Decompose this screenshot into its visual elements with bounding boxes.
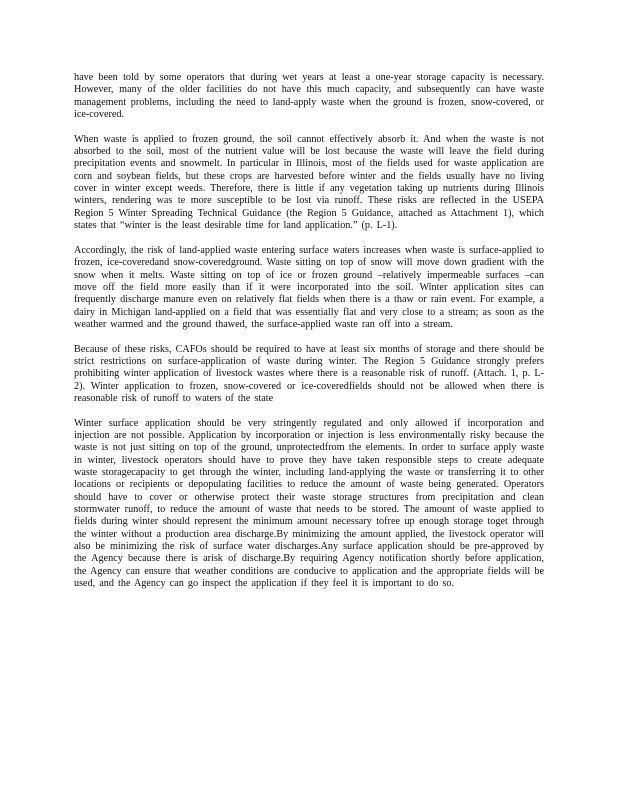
paragraph-runoff-risk: Accordingly, the risk of land-applied waste entering surface waters increases when waste is surface-applied to frozen, ice-coveredand snow-coveredground. Waste sitting on top of snow will move down gradient with the snow when it melts. Waste sitting on top of ice or frozen ground –relatively impermeable surfaces –can move off the field more easily than if it were incorporated into the soil. Winter application sites can frequently discharge manure even on relatively flat fields when there is a thaw or rain event. For example, a dairy in Michigan land-applied on a field that was essentially flat and very close to a stream; as soon as the weather warmed and the ground thawed, the surface-applied waste ran off into a stream. [74, 244, 544, 330]
paragraph-winter-application: Winter surface application should be very stringently regulated and only allowed if incorporation and injection are not possible. Application by incorporation or injection is less environmentally risky because the waste is not just sitting on top of the ground, unprotectedfrom the elements. In order to surface apply waste in winter, livestock operators should have to prove they have taken responsible steps to create adequate waste storagecapacity to get through the winter, including land-applying the waste or transferring it to other locations or recipients or depopulating facilities to reduce the amount of waste being generated. Operators should have to cover or otherwise protect their waste storage structures from precipitation and clean stormwater runoff, to reduce the amount of waste that needs to be stored. The amount of waste applied to fields during winter should represent the minimum amount necessary tofree up enough storage toget through the winter without a production area discharge.By minimizing the amount applied, the livestock operator will also be minimizing the risk of surface water discharges.Any surface application should be pre-approved by the Agency because there is arisk of discharge.By requiring Agency notification shortly before application, the Agency can ensure that weather conditions are conducive to application and the appropriate fields will be used, and the Agency can go inspect the application if they feel it is important to do so. [74, 417, 544, 590]
paragraph-frozen-ground: When waste is applied to frozen ground, the soil cannot effectively absorb it. And when the waste is not absorbed to the soil, most of the nutrient value will be lost because the waste will leave the field during precipitation events and snowmelt. In particular in Illinois, most of the fields used for waste application are corn and soybean fields, but these crops are harvested before winter and the fields usually have no living cover in winter except weeds. Therefore, there is little if any vegetation taking up nutrients during Illinois winters, rendering was te more susceptible to be lost via runoff. These risks are reflected in the USEPA Region 5 Winter Spreading Technical Guidance (the Region 5 Guidance, attached as Attachment 1), which states that “winter is the least desirable time for land application.” (p. L-1). [74, 133, 544, 232]
paragraph-storage-requirement: Because of these risks, CAFOs should be required to have at least six months of storage and there should be strict restrictions on surface-application of waste during winter. The Region 5 Guidance strongly prefers prohibiting winter application of livestock wastes where there is a reasonable risk of runoff. (Attach. 1, p. L-2). Winter application to frozen, snow-covered or ice-coveredfields should not be allowed when there is reasonable risk of runoff to waters of the state [74, 343, 544, 404]
document-page [74, 72, 544, 603]
paragraph-storage-capacity: have been told by some operators that during wet years at least a one-year storage capacity is necessary. However, many of the older facilities do not have this much capacity, and subsequently can have waste management problems, including the need to land-apply waste when the ground is frozen, snow-covered, or ice-covered. [74, 72, 544, 121]
